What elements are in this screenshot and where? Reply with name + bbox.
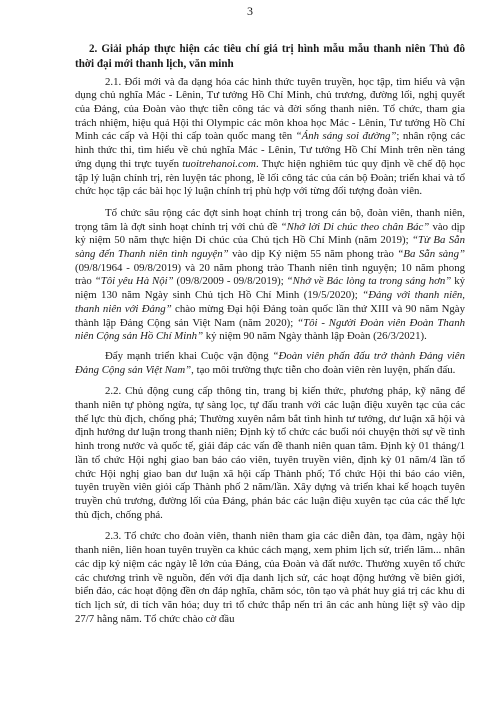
italic-text-run: “Ba Sẵn sàng”: [397, 248, 465, 261]
paragraph-political-activities: [75, 207, 465, 344]
text-run: (09/8/1964 - 09/8/2019) và 20 năm phong trào Thanh niên tình nguyện; 10 năm phong trào: [75, 261, 465, 288]
document-body: [75, 42, 465, 632]
italic-text-run: “Nhớ về Bác lòng ta trong sáng hơn”: [286, 275, 452, 288]
text-run: kỷ niệm 130 năm Ngày sinh Chủ tịch Hồ Chí Minh (19/5/2020);: [75, 275, 465, 302]
italic-text-run: “Nhớ lời Di chúc theo chân Bác”: [280, 220, 430, 233]
text-run: 2.1. Đổi mới và đa dạng hóa các hình thức tuyên truyền, học tập, tìm hiểu và vận dụng chủ nghĩa Mác - Lênin, Tư tưởng Hồ Chí Minh, chủ trương, đường lối, nghị quyết của Đảng, của Đoàn vào thực tiễn công tác và đời sống thanh niên. Tổ chức, tham gia trách nhiệm, hiệu quả Hội thi Olympic các môn khoa học Mác - Lênin, Tư tưởng Hồ Chí Minh các cấp và Hội thi cấp toàn quốc mang tên: [75, 75, 465, 143]
text-run: . Thực hiện nghiêm túc quy định về chế độ học tập lý luận chính trị, rèn luyện tác phong, lề lối công tác của cán bộ Đoàn; triển khai và tổ chức học tập các bài học lý luận chính trị phù hợp với từng đối tượng đoàn viên.: [75, 157, 465, 198]
text-run: 2.2. Chủ động cung cấp thông tin, trang bị kiến thức, phương pháp, kỹ năng để thanh niên tự phòng ngừa, tự sàng lọc, tự đấu tranh với các luận điệu xuyên tạc của các thế lực thù địch, chống phá; Thường xuyên nắm bắt tình hình tư tưởng, dư luận xã hội và định hướng dư luận trong thanh niên; Định kỳ tổ chức các buổi nói chuyện thời sự về tình hình trong nước và quốc tế, giải đáp các vấn đề thanh niên quan tâm. Định kỳ 01 tháng/1 lần tổ chức Hội nghị giao ban báo cáo viên, tuyên truyền viên, định kỳ 01 năm/4 lần tổ chức Hội nghị giao ban dư luận xã hội cấp Thành phố; Tổ chức Hội thi báo cáo viên, tuyên truyền viên giỏi cấp Thành phố 2 năm/lần. Xây dựng và triển khai kế hoạch tuyên truyền chủ trương, đường lối của Đảng, phản bác các luận điệu xuyên tạc của các thế lực thù địch, chống phá.: [75, 385, 465, 521]
italic-text-run: “Tôi - Người Đoàn viên Đoàn Thanh niên Cộng sản Hồ Chí Minh”: [75, 316, 465, 343]
italic-text-run: “Từ Ba Sẵn sàng đến Thanh niên tình nguyện”: [75, 234, 465, 261]
text-run: Đẩy mạnh triển khai Cuộc vận động: [105, 349, 273, 362]
text-run: Tổ chức sâu rộng các đợt sinh hoạt chính trị trong cán bộ, đoàn viên, thanh niên, trọng tâm là đợt sinh hoạt chính trị với chủ đề: [75, 206, 465, 233]
text-run: , tạo môi trường thực tiễn cho đoàn viên rèn luyện, phấn đấu.: [191, 363, 456, 376]
text-run: vào dịp kỷ niệm 50 năm thực hiện Di chúc của Chủ tịch Hồ Chí Minh (năm 2019);: [75, 220, 465, 247]
text-run: vào dịp Kỷ niệm 55 năm phong trào: [228, 248, 398, 261]
italic-text-run: “Tôi yêu Hà Nội”: [94, 275, 174, 288]
text-run: chào mừng Đại hội Đảng toàn quốc lần thứ XIII và 90 năm Ngày thành lập Đảng Cộng sản Việt Nam (năm 2020);: [75, 302, 465, 329]
page-number: 3: [247, 4, 253, 18]
italic-text-run: “Đảng với thanh niên, thanh niên với Đảng”: [75, 289, 466, 315]
italic-text-run: “Ánh sáng soi đường”: [295, 130, 397, 143]
text-run: 2.3. Tổ chức cho đoàn viên, thanh niên tham gia các diễn đàn, tọa đàm, ngày hội thanh niên, liên hoan tuyên truyền ca khúc cách mạng, xem phim lịch sử, triển lãm... nhân các dịp kỷ niệm các ngày lễ lớn của Đảng, của Đoàn và đất nước. Thường xuyên tổ chức các chương trình về nguồn, đến với địa danh lịch sử, các hoạt động hướng về biên giới, biển đảo, các hoạt động đền ơn đáp nghĩa, chăm sóc, tôn tạo và phát huy giá trị các khu di tích lịch sử, di tích văn hóa; duy trì tổ chức thắp nến tri ân các anh hùng liệt sỹ vào dịp 27/7 hằng năm. Tổ chức chào cờ đầu: [75, 530, 465, 625]
text-run: (09/8/2009 - 09/8/2019);: [173, 275, 287, 288]
text-run: ; nhân rộng các hình thức thi, tìm hiểu về chủ nghĩa Mác - Lênin, Tư tưởng Hồ Chí Minh trên nền tảng ứng dụng thi trực tuyến: [75, 130, 465, 170]
paragraph-2-1: [75, 76, 465, 199]
section-heading: 2. Giải pháp thực hiện các tiêu chí giá trị hình mẫu mẫu thanh niên Thủ đô thời đại mới thanh lịch, văn minh: [75, 43, 465, 70]
italic-text-run: tuoitrehanoi.com: [182, 157, 256, 170]
text-run: kỷ niệm 90 năm Ngày thành lập Đoàn (26/3/2021).: [203, 330, 427, 343]
paragraph-campaign: [75, 350, 465, 377]
paragraph-2-2: [75, 385, 465, 522]
italic-text-run: “Đoàn viên phấn đấu trở thành Đảng viên Đảng Cộng sản Việt Nam”: [75, 349, 466, 376]
paragraph-2-3: [75, 530, 465, 626]
